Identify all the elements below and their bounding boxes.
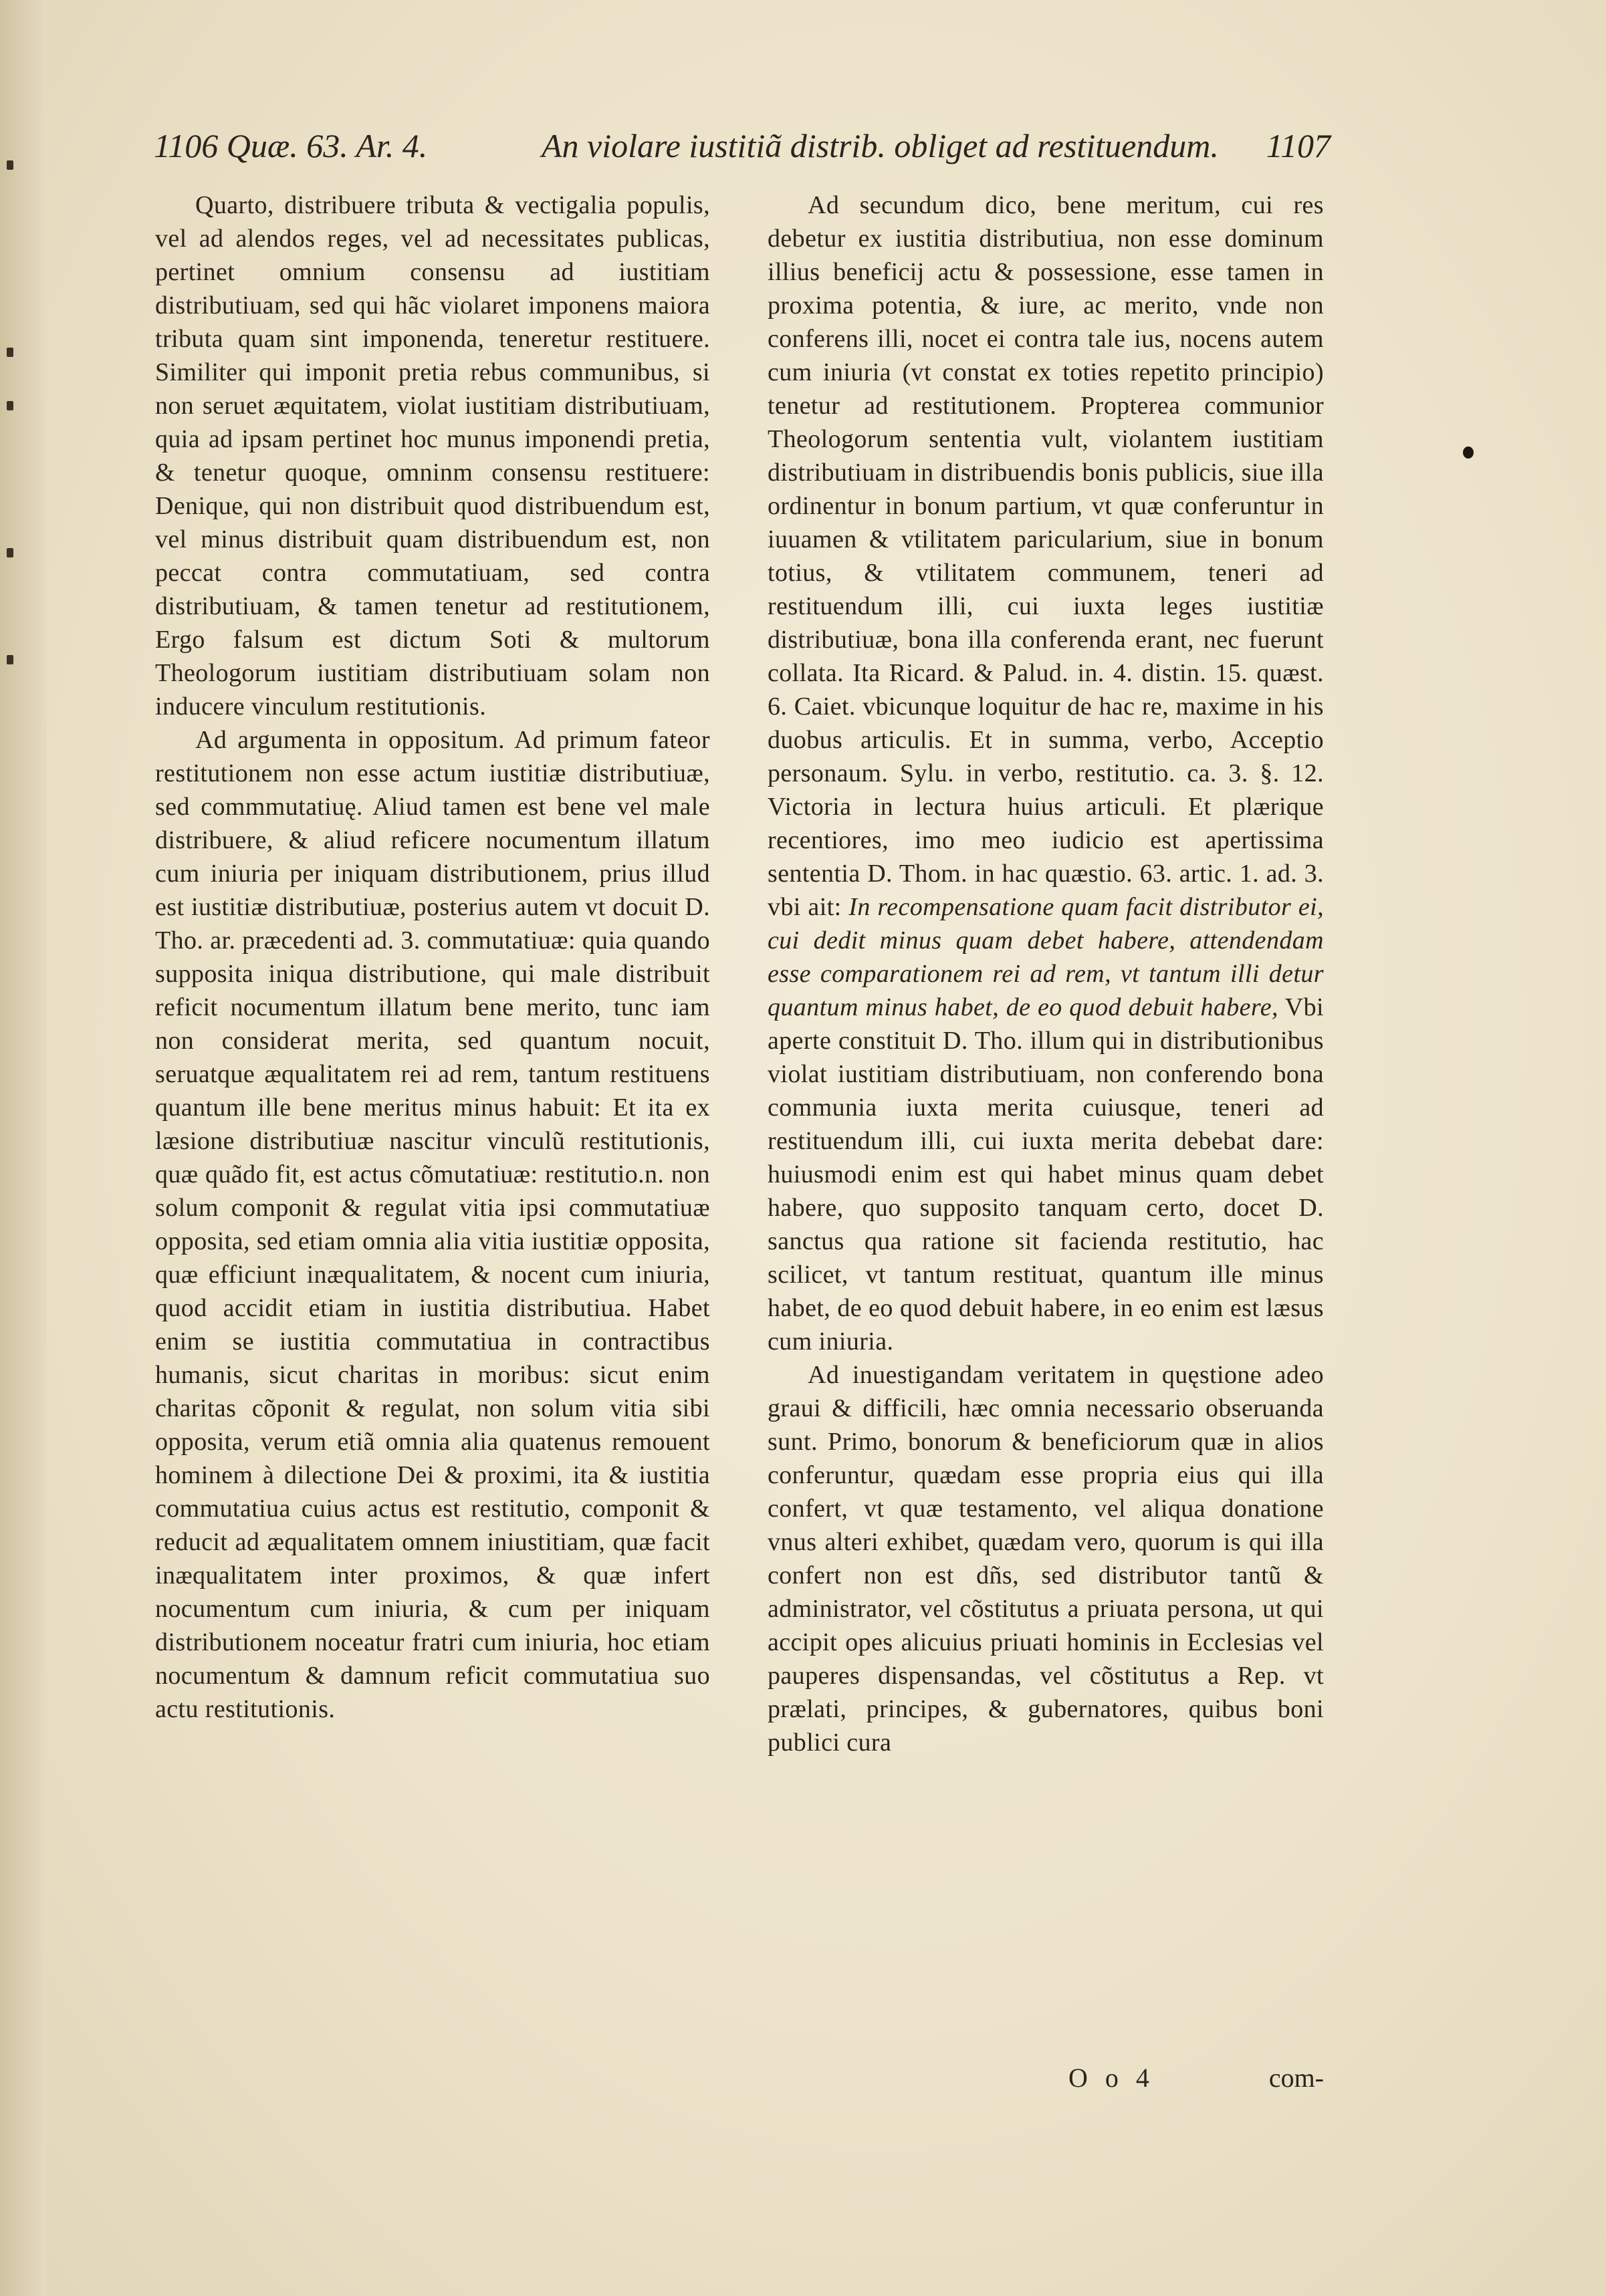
- signature-mark: O o 4: [1068, 2063, 1155, 2093]
- running-title: An violare iustitiã distrib. obliget ad restituendum.: [542, 127, 1219, 164]
- ink-mark: [7, 401, 13, 410]
- catchword: com-: [1268, 2063, 1324, 2093]
- paragraph: Ad inuestigandam veritatem in quęstione adeo graui & difficili, hæc omnia necessario obseruanda sunt. Primo, bonorum & beneficiorum quæ in alios conferuntur, quædam esse propria eius qui illa confert, vt quæ testamento, vel aliqua donatione vnus alteri exhibet, quædam vero, quorum is qui illa confert non est dñs, sed distributor tantũ & administrator, vel cõstitutus a priuata persona, ut qui accipit opes alicuius priuati hominis in Ecclesias vel pauperes dispensandas, vel cõstitutus a Rep. vt prælati, principes, & gubernatores, quibus boni publici cura: [768, 1361, 1324, 1757]
- paragraph-text: Vbi aperte constituit D. Tho. illum qui in distributionibus violat iustitiam distributiuam, non conferendo bona communia iuxta merita cuiusque, teneri ad restituendum illi, cui iuxta merita debebat dare: huiusmodi enim est qui habet minus quam debet habere, quo supposito tanquam certo, docet D. sanctus qua ratione sit facienda restitutio, hac scilicet, vt tantum restituat, quantum ille minus habet, de eo quod debuit habere, in eo enim est læsus cum iniuria.: [768, 993, 1324, 1356]
- ink-mark: [7, 548, 13, 557]
- page-number-right: 1107: [1266, 127, 1331, 164]
- paragraph: [768, 188, 1324, 1358]
- paragraph: Ad argumenta in oppositum. Ad primum fateor restitutionem non esse actum iustitiæ distributiuæ, sed commmutatiuę. Aliud tamen est bene vel male distribuere, & aliud reficere nocumentum illatum cum iniuria per iniquam distributionem, prius illud est iustitiæ distributiuæ, posterius autem vt docuit D. Tho. ar. præcedenti ad. 3. commutatiuæ: quia quando supposita iniqua distributione, qui male distribuit reficit nocumentum illatum bene merito, tunc iam non considerat merita, sed quantum nocuit, seruatque æqualitatem rei ad rem, tantum restituens quantum ille bene meritus minus habuit: Et ita ex læsione distributiuæ nascitur vinculũ restitutionis, quæ quãdo fit, est actus cõmutatiuæ: restitutio.n. non solum componit & regulat vitia ipsi commutatiuæ opposita, sed etiam omnia alia vitia iustitiæ opposita, quæ efficiunt inæqualitatem, & nocent cum iniuria, quod accidit etiam in iustitia distributiua. Habet enim se iustitia commutatiua in contractibus humanis, sicut charitas in moribus: sicut enim charitas cõponit & regulat, non solum vitia sibi opposita, verum etiã omnia alia quatenus remouent hominem à dilectione Dei & proximi, ita & iustitia commutatiua cuius actus est restitutio, componit & reducit ad æqualitatem omnem iniustitiam, quæ facit inæqualitatem inter proximos, & quæ infert nocumentum cum iniuria, & cum per iniquam distributionem noceatur fratri cum iniuria, hoc etiam nocumentum & damnum reficit commutatiua suo actu restitutionis.: [155, 726, 710, 1723]
- ink-blot: [1463, 447, 1474, 459]
- italic-quotation: In recompensatione quam facit distributor ei, cui dedit minus quam debet habere, attendendam esse comparationem rei ad rem, vt tantum illi detur quantum minus habet, de eo quod debuit habere,: [768, 893, 1325, 1021]
- left-column: [155, 188, 710, 1726]
- page-number-left: 1106 Quæ. 63. Ar. 4.: [154, 127, 428, 164]
- running-header: [154, 119, 1331, 172]
- ink-mark: [7, 348, 13, 357]
- right-column: [768, 188, 1324, 1759]
- ink-mark: [7, 160, 13, 170]
- page-footer: [768, 2062, 1324, 2102]
- paragraph-text: Ad secundum dico, bene meritum, cui res debetur ex iustitia distributiua, non esse dominum illius beneficij actu & possessione, esse tamen in proxima potentia, & iure, ac merito, vnde non conferens illi, nocet ei contra tale ius, nocens autem cum iniuria (vt constat ex toties repetito principio) tenetur ad restitutionem. Propterea communior Theologorum sententia vult, violantem iustitiam distributiuam in distribuendis bonis publicis, siue illa ordinentur in bonum partium, vt quæ conferuntur in iuuamen & vtilitatem paricularium, siue in bonum totius, & vtilitatem communem, teneri ad restituendum illi, cui iuxta leges iustitiæ distributiuæ, bona illa conferenda erant, nec fuerunt collata. Ita Ricard. & Palud. in. 4. distin. 15. quæst. 6. Caiet. vbicunque loquitur de hac re, maxime in his duobus articulis. Et in summa, verbo, Acceptio personaum. Sylu. in verbo, restitutio. ca. 3. §. 12. Victoria in lectura huius articuli. Et plærique recentiores, imo meo iudicio est apertissima sententia D. Thom. in hac quæstio. 63. artic. 1. ad. 3. vbi ait:: [768, 191, 1324, 921]
- paragraph: Quarto, distribuere tributa & vectigalia populis, vel ad alendos reges, vel ad necessitates publicas, pertinet omnium consensu ad iustitiam distributiuam, sed qui hãc violaret imponens maiora tributa quam sint imponenda, teneretur restituere. Similiter qui imponit pretia rebus communibus, si non seruet æquitatem, violat iustitiam distributiuam, quia ad ipsam pertinet hoc munus imponendi pretia, & tenetur quoque, omninm consensu restituere: Denique, qui non distribuit quod distribuendum est, vel minus distribuit quam distribuendum est, non peccat contra commutatiuam, sed contra distributiuam, & tamen tenetur ad restitutionem, Ergo falsum est dictum Soti & multorum Theologorum iustitiam distributiuam solam non inducere vinculum restitutionis.: [155, 191, 710, 721]
- ink-mark: [7, 655, 13, 664]
- binding-edge: [0, 0, 47, 2296]
